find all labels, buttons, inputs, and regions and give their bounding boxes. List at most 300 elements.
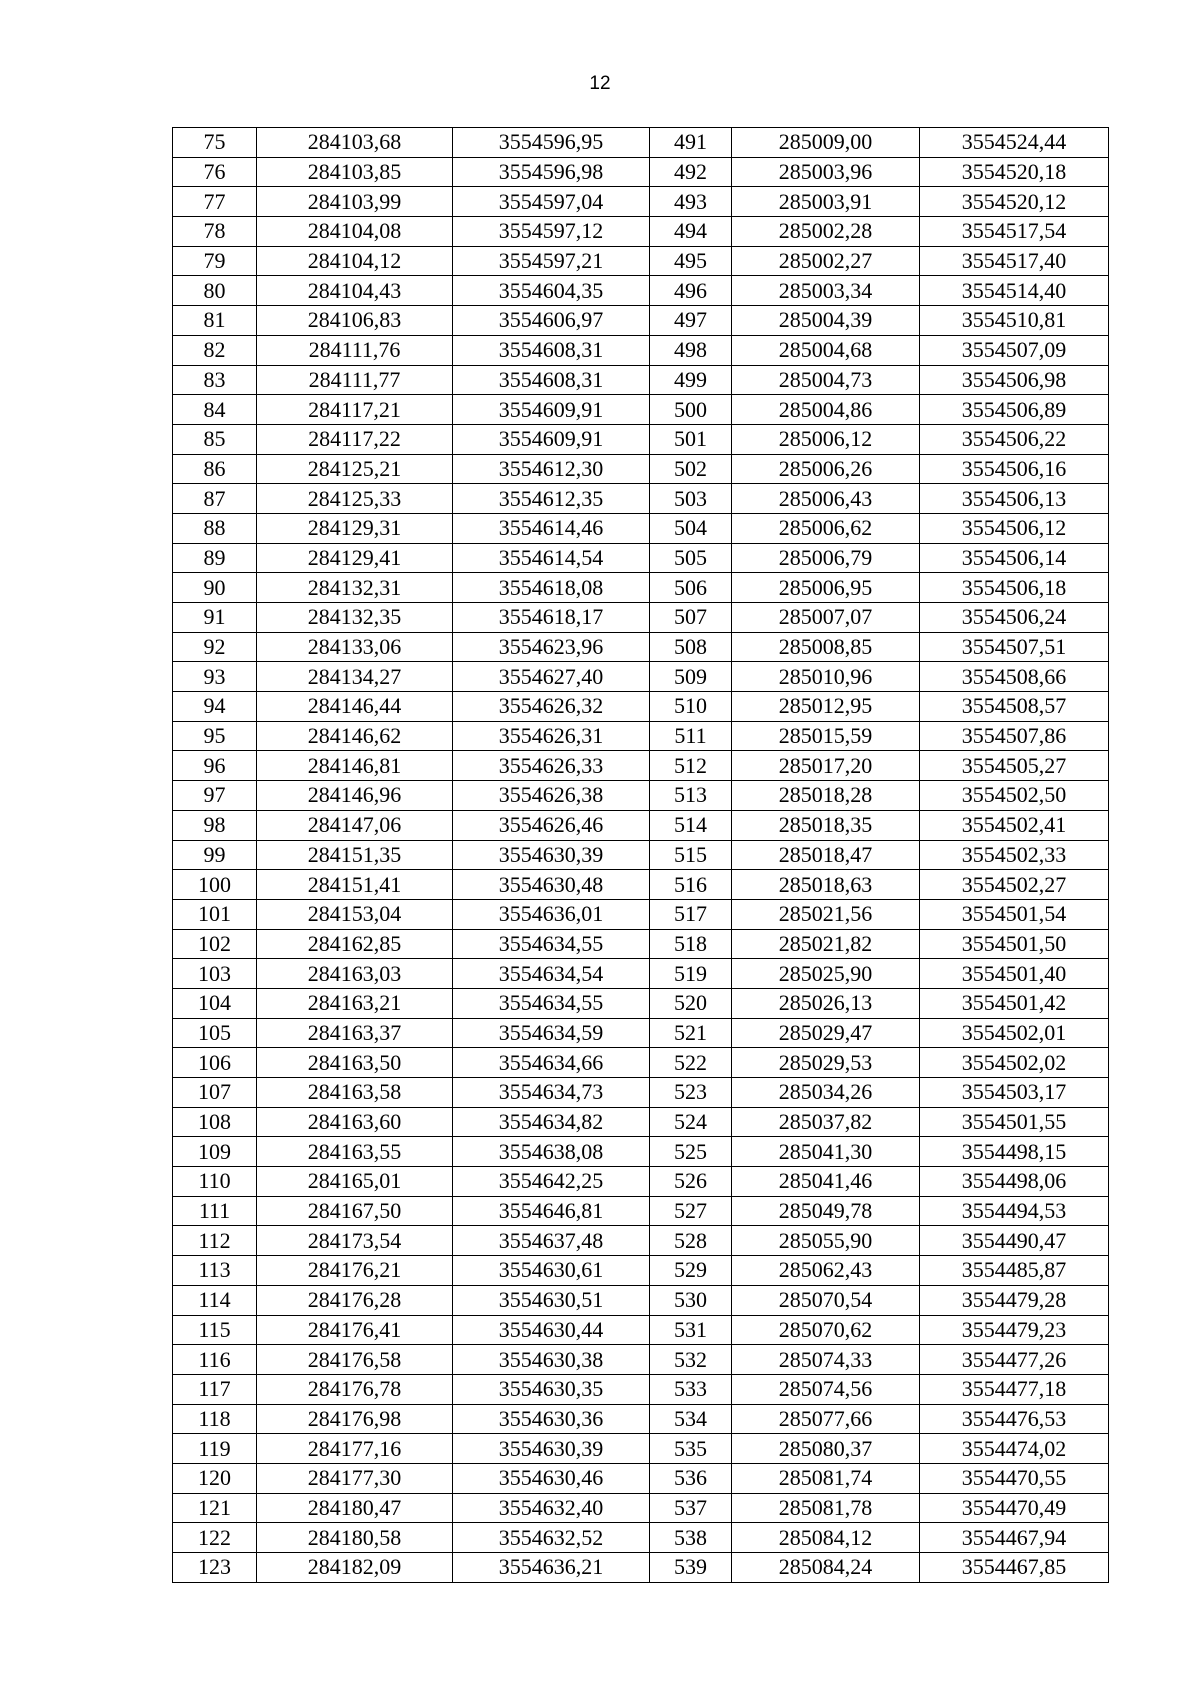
x-coordinate-cell: 285018,47 (732, 840, 920, 870)
y-coordinate-cell: 3554501,50 (920, 929, 1109, 959)
table-row (173, 840, 1109, 870)
table-row (173, 1137, 1109, 1167)
table-row (173, 959, 1109, 989)
y-coordinate-cell: 3554609,91 (453, 424, 650, 454)
table-row (173, 395, 1109, 425)
point-number-cell: 524 (650, 1107, 732, 1137)
table-row (173, 1434, 1109, 1464)
point-number-cell: 538 (650, 1523, 732, 1553)
y-coordinate-cell: 3554630,38 (453, 1345, 650, 1375)
y-coordinate-cell: 3554618,08 (453, 573, 650, 603)
table-row (173, 365, 1109, 395)
x-coordinate-cell: 285084,12 (732, 1523, 920, 1553)
y-coordinate-cell: 3554476,53 (920, 1404, 1109, 1434)
x-coordinate-cell: 285004,86 (732, 395, 920, 425)
point-number-cell: 493 (650, 187, 732, 217)
point-number-cell: 515 (650, 840, 732, 870)
point-number-cell: 521 (650, 1018, 732, 1048)
table-row (173, 217, 1109, 247)
y-coordinate-cell: 3554524,44 (920, 128, 1109, 158)
point-number-cell: 536 (650, 1463, 732, 1493)
point-number-cell: 525 (650, 1137, 732, 1167)
y-coordinate-cell: 3554632,52 (453, 1523, 650, 1553)
x-coordinate-cell: 285004,68 (732, 335, 920, 365)
point-number-cell: 112 (173, 1226, 257, 1256)
point-number-cell: 528 (650, 1226, 732, 1256)
point-number-cell: 110 (173, 1167, 257, 1197)
y-coordinate-cell: 3554636,01 (453, 899, 650, 929)
x-coordinate-cell: 285062,43 (732, 1256, 920, 1286)
y-coordinate-cell: 3554634,66 (453, 1048, 650, 1078)
y-coordinate-cell: 3554597,21 (453, 246, 650, 276)
point-number-cell: 89 (173, 543, 257, 573)
x-coordinate-cell: 284147,06 (257, 810, 453, 840)
table-row (173, 870, 1109, 900)
y-coordinate-cell: 3554597,12 (453, 217, 650, 247)
table-row (173, 751, 1109, 781)
point-number-cell: 107 (173, 1078, 257, 1108)
y-coordinate-cell: 3554503,17 (920, 1078, 1109, 1108)
point-number-cell: 117 (173, 1374, 257, 1404)
x-coordinate-cell: 284133,06 (257, 632, 453, 662)
y-coordinate-cell: 3554612,30 (453, 454, 650, 484)
point-number-cell: 88 (173, 513, 257, 543)
y-coordinate-cell: 3554479,23 (920, 1315, 1109, 1345)
y-coordinate-cell: 3554474,02 (920, 1434, 1109, 1464)
x-coordinate-cell: 284104,08 (257, 217, 453, 247)
y-coordinate-cell: 3554467,94 (920, 1523, 1109, 1553)
point-number-cell: 104 (173, 988, 257, 1018)
x-coordinate-cell: 284111,77 (257, 365, 453, 395)
y-coordinate-cell: 3554502,01 (920, 1018, 1109, 1048)
y-coordinate-cell: 3554646,81 (453, 1196, 650, 1226)
x-coordinate-cell: 285015,59 (732, 721, 920, 751)
x-coordinate-cell: 285041,46 (732, 1167, 920, 1197)
y-coordinate-cell: 3554520,18 (920, 157, 1109, 187)
x-coordinate-cell: 285003,34 (732, 276, 920, 306)
point-number-cell: 91 (173, 603, 257, 633)
x-coordinate-cell: 285004,39 (732, 306, 920, 336)
x-coordinate-cell: 284173,54 (257, 1226, 453, 1256)
x-coordinate-cell: 284180,58 (257, 1523, 453, 1553)
point-number-cell: 532 (650, 1345, 732, 1375)
y-coordinate-cell: 3554502,33 (920, 840, 1109, 870)
y-coordinate-cell: 3554634,73 (453, 1078, 650, 1108)
y-coordinate-cell: 3554506,89 (920, 395, 1109, 425)
y-coordinate-cell: 3554470,49 (920, 1493, 1109, 1523)
x-coordinate-cell: 284151,35 (257, 840, 453, 870)
point-number-cell: 518 (650, 929, 732, 959)
point-number-cell: 102 (173, 929, 257, 959)
point-number-cell: 530 (650, 1285, 732, 1315)
table-row (173, 692, 1109, 722)
table-row (173, 929, 1109, 959)
y-coordinate-cell: 3554604,35 (453, 276, 650, 306)
x-coordinate-cell: 284151,41 (257, 870, 453, 900)
table-row (173, 1345, 1109, 1375)
point-number-cell: 500 (650, 395, 732, 425)
x-coordinate-cell: 285006,79 (732, 543, 920, 573)
y-coordinate-cell: 3554618,17 (453, 603, 650, 633)
x-coordinate-cell: 285003,96 (732, 157, 920, 187)
x-coordinate-cell: 284176,58 (257, 1345, 453, 1375)
x-coordinate-cell: 285006,43 (732, 484, 920, 514)
point-number-cell: 100 (173, 870, 257, 900)
point-number-cell: 510 (650, 692, 732, 722)
table-row (173, 632, 1109, 662)
x-coordinate-cell: 285002,28 (732, 217, 920, 247)
table-row (173, 1256, 1109, 1286)
point-number-cell: 109 (173, 1137, 257, 1167)
y-coordinate-cell: 3554494,53 (920, 1196, 1109, 1226)
x-coordinate-cell: 284176,98 (257, 1404, 453, 1434)
table-row (173, 1196, 1109, 1226)
y-coordinate-cell: 3554485,87 (920, 1256, 1109, 1286)
point-number-cell: 90 (173, 573, 257, 603)
point-number-cell: 519 (650, 959, 732, 989)
point-number-cell: 87 (173, 484, 257, 514)
y-coordinate-cell: 3554506,24 (920, 603, 1109, 633)
x-coordinate-cell: 285074,56 (732, 1374, 920, 1404)
y-coordinate-cell: 3554477,26 (920, 1345, 1109, 1375)
y-coordinate-cell: 3554597,04 (453, 187, 650, 217)
y-coordinate-cell: 3554627,40 (453, 662, 650, 692)
point-number-cell: 514 (650, 810, 732, 840)
x-coordinate-cell: 285002,27 (732, 246, 920, 276)
y-coordinate-cell: 3554634,55 (453, 988, 650, 1018)
x-coordinate-cell: 284117,21 (257, 395, 453, 425)
table-row (173, 1493, 1109, 1523)
table-row (173, 1463, 1109, 1493)
y-coordinate-cell: 3554634,82 (453, 1107, 650, 1137)
y-coordinate-cell: 3554606,97 (453, 306, 650, 336)
table-row (173, 603, 1109, 633)
x-coordinate-cell: 284177,30 (257, 1463, 453, 1493)
y-coordinate-cell: 3554612,35 (453, 484, 650, 514)
y-coordinate-cell: 3554470,55 (920, 1463, 1109, 1493)
x-coordinate-cell: 284163,58 (257, 1078, 453, 1108)
table-row (173, 573, 1109, 603)
y-coordinate-cell: 3554505,27 (920, 751, 1109, 781)
y-coordinate-cell: 3554507,51 (920, 632, 1109, 662)
x-coordinate-cell: 285009,00 (732, 128, 920, 158)
y-coordinate-cell: 3554630,48 (453, 870, 650, 900)
y-coordinate-cell: 3554642,25 (453, 1167, 650, 1197)
point-number-cell: 513 (650, 781, 732, 811)
y-coordinate-cell: 3554501,40 (920, 959, 1109, 989)
x-coordinate-cell: 284162,85 (257, 929, 453, 959)
table-row (173, 1078, 1109, 1108)
point-number-cell: 85 (173, 424, 257, 454)
point-number-cell: 496 (650, 276, 732, 306)
point-number-cell: 86 (173, 454, 257, 484)
point-number-cell: 537 (650, 1493, 732, 1523)
x-coordinate-cell: 285077,66 (732, 1404, 920, 1434)
point-number-cell: 93 (173, 662, 257, 692)
table-row (173, 1107, 1109, 1137)
y-coordinate-cell: 3554502,41 (920, 810, 1109, 840)
x-coordinate-cell: 284180,47 (257, 1493, 453, 1523)
table-row (173, 276, 1109, 306)
y-coordinate-cell: 3554517,40 (920, 246, 1109, 276)
table-row (173, 1226, 1109, 1256)
x-coordinate-cell: 284103,68 (257, 128, 453, 158)
y-coordinate-cell: 3554609,91 (453, 395, 650, 425)
point-number-cell: 79 (173, 246, 257, 276)
point-number-cell: 506 (650, 573, 732, 603)
table-row (173, 1018, 1109, 1048)
y-coordinate-cell: 3554506,22 (920, 424, 1109, 454)
x-coordinate-cell: 284163,50 (257, 1048, 453, 1078)
x-coordinate-cell: 284129,41 (257, 543, 453, 573)
x-coordinate-cell: 285010,96 (732, 662, 920, 692)
x-coordinate-cell: 285021,82 (732, 929, 920, 959)
point-number-cell: 116 (173, 1345, 257, 1375)
point-number-cell: 123 (173, 1553, 257, 1583)
y-coordinate-cell: 3554630,35 (453, 1374, 650, 1404)
table-row (173, 513, 1109, 543)
point-number-cell: 120 (173, 1463, 257, 1493)
y-coordinate-cell: 3554626,31 (453, 721, 650, 751)
point-number-cell: 94 (173, 692, 257, 722)
x-coordinate-cell: 285021,56 (732, 899, 920, 929)
x-coordinate-cell: 284163,03 (257, 959, 453, 989)
point-number-cell: 512 (650, 751, 732, 781)
point-number-cell: 101 (173, 899, 257, 929)
table-row (173, 899, 1109, 929)
y-coordinate-cell: 3554502,27 (920, 870, 1109, 900)
point-number-cell: 504 (650, 513, 732, 543)
point-number-cell: 498 (650, 335, 732, 365)
x-coordinate-cell: 284129,31 (257, 513, 453, 543)
y-coordinate-cell: 3554502,02 (920, 1048, 1109, 1078)
point-number-cell: 511 (650, 721, 732, 751)
x-coordinate-cell: 285034,26 (732, 1078, 920, 1108)
x-coordinate-cell: 285007,07 (732, 603, 920, 633)
y-coordinate-cell: 3554507,09 (920, 335, 1109, 365)
point-number-cell: 527 (650, 1196, 732, 1226)
point-number-cell: 75 (173, 128, 257, 158)
y-coordinate-cell: 3554614,46 (453, 513, 650, 543)
x-coordinate-cell: 284146,62 (257, 721, 453, 751)
x-coordinate-cell: 285003,91 (732, 187, 920, 217)
table-row (173, 781, 1109, 811)
y-coordinate-cell: 3554506,13 (920, 484, 1109, 514)
y-coordinate-cell: 3554506,18 (920, 573, 1109, 603)
x-coordinate-cell: 285080,37 (732, 1434, 920, 1464)
table-row (173, 810, 1109, 840)
y-coordinate-cell: 3554501,42 (920, 988, 1109, 1018)
table-row (173, 1404, 1109, 1434)
y-coordinate-cell: 3554507,86 (920, 721, 1109, 751)
table-row (173, 543, 1109, 573)
x-coordinate-cell: 284165,01 (257, 1167, 453, 1197)
point-number-cell: 502 (650, 454, 732, 484)
x-coordinate-cell: 284177,16 (257, 1434, 453, 1464)
x-coordinate-cell: 284132,31 (257, 573, 453, 603)
point-number-cell: 531 (650, 1315, 732, 1345)
point-number-cell: 106 (173, 1048, 257, 1078)
x-coordinate-cell: 284103,99 (257, 187, 453, 217)
point-number-cell: 82 (173, 335, 257, 365)
y-coordinate-cell: 3554477,18 (920, 1374, 1109, 1404)
x-coordinate-cell: 285081,74 (732, 1463, 920, 1493)
y-coordinate-cell: 3554506,12 (920, 513, 1109, 543)
y-coordinate-cell: 3554634,59 (453, 1018, 650, 1048)
x-coordinate-cell: 284163,60 (257, 1107, 453, 1137)
point-number-cell: 523 (650, 1078, 732, 1108)
table-row (173, 721, 1109, 751)
point-number-cell: 83 (173, 365, 257, 395)
point-number-cell: 103 (173, 959, 257, 989)
page-number: 12 (589, 73, 611, 94)
point-number-cell: 119 (173, 1434, 257, 1464)
y-coordinate-cell: 3554626,46 (453, 810, 650, 840)
x-coordinate-cell: 284103,85 (257, 157, 453, 187)
table-row (173, 335, 1109, 365)
x-coordinate-cell: 285029,47 (732, 1018, 920, 1048)
x-coordinate-cell: 284163,21 (257, 988, 453, 1018)
point-number-cell: 494 (650, 217, 732, 247)
x-coordinate-cell: 285006,62 (732, 513, 920, 543)
x-coordinate-cell: 285055,90 (732, 1226, 920, 1256)
y-coordinate-cell: 3554626,33 (453, 751, 650, 781)
point-number-cell: 96 (173, 751, 257, 781)
x-coordinate-cell: 285004,73 (732, 365, 920, 395)
x-coordinate-cell: 285070,62 (732, 1315, 920, 1345)
y-coordinate-cell: 3554514,40 (920, 276, 1109, 306)
y-coordinate-cell: 3554498,06 (920, 1167, 1109, 1197)
point-number-cell: 97 (173, 781, 257, 811)
point-number-cell: 534 (650, 1404, 732, 1434)
y-coordinate-cell: 3554596,98 (453, 157, 650, 187)
table-row (173, 988, 1109, 1018)
y-coordinate-cell: 3554520,12 (920, 187, 1109, 217)
y-coordinate-cell: 3554467,85 (920, 1553, 1109, 1583)
coordinates-table-body (173, 128, 1109, 1583)
y-coordinate-cell: 3554630,44 (453, 1315, 650, 1345)
point-number-cell: 501 (650, 424, 732, 454)
table-row (173, 1523, 1109, 1553)
x-coordinate-cell: 285049,78 (732, 1196, 920, 1226)
y-coordinate-cell: 3554501,55 (920, 1107, 1109, 1137)
x-coordinate-cell: 285041,30 (732, 1137, 920, 1167)
y-coordinate-cell: 3554506,14 (920, 543, 1109, 573)
point-number-cell: 122 (173, 1523, 257, 1553)
x-coordinate-cell: 285029,53 (732, 1048, 920, 1078)
y-coordinate-cell: 3554506,16 (920, 454, 1109, 484)
point-number-cell: 113 (173, 1256, 257, 1286)
point-number-cell: 92 (173, 632, 257, 662)
x-coordinate-cell: 284176,41 (257, 1315, 453, 1345)
point-number-cell: 535 (650, 1434, 732, 1464)
y-coordinate-cell: 3554510,81 (920, 306, 1109, 336)
table-row (173, 1315, 1109, 1345)
x-coordinate-cell: 284125,33 (257, 484, 453, 514)
y-coordinate-cell: 3554630,39 (453, 1434, 650, 1464)
x-coordinate-cell: 285037,82 (732, 1107, 920, 1137)
table-row (173, 484, 1109, 514)
y-coordinate-cell: 3554508,57 (920, 692, 1109, 722)
x-coordinate-cell: 284104,43 (257, 276, 453, 306)
point-number-cell: 520 (650, 988, 732, 1018)
point-number-cell: 121 (173, 1493, 257, 1523)
table-row (173, 157, 1109, 187)
y-coordinate-cell: 3554498,15 (920, 1137, 1109, 1167)
x-coordinate-cell: 284111,76 (257, 335, 453, 365)
x-coordinate-cell: 284163,37 (257, 1018, 453, 1048)
x-coordinate-cell: 285070,54 (732, 1285, 920, 1315)
x-coordinate-cell: 284176,21 (257, 1256, 453, 1286)
point-number-cell: 99 (173, 840, 257, 870)
point-number-cell: 495 (650, 246, 732, 276)
point-number-cell: 78 (173, 217, 257, 247)
point-number-cell: 499 (650, 365, 732, 395)
y-coordinate-cell: 3554623,96 (453, 632, 650, 662)
x-coordinate-cell: 284176,28 (257, 1285, 453, 1315)
table-row (173, 1048, 1109, 1078)
point-number-cell: 105 (173, 1018, 257, 1048)
table-row (173, 424, 1109, 454)
x-coordinate-cell: 285006,26 (732, 454, 920, 484)
y-coordinate-cell: 3554630,51 (453, 1285, 650, 1315)
y-coordinate-cell: 3554614,54 (453, 543, 650, 573)
x-coordinate-cell: 284167,50 (257, 1196, 453, 1226)
table-row (173, 128, 1109, 158)
x-coordinate-cell: 285018,28 (732, 781, 920, 811)
x-coordinate-cell: 285008,85 (732, 632, 920, 662)
x-coordinate-cell: 284146,44 (257, 692, 453, 722)
y-coordinate-cell: 3554626,32 (453, 692, 650, 722)
x-coordinate-cell: 284176,78 (257, 1374, 453, 1404)
point-number-cell: 508 (650, 632, 732, 662)
y-coordinate-cell: 3554479,28 (920, 1285, 1109, 1315)
table-row (173, 1553, 1109, 1583)
point-number-cell: 80 (173, 276, 257, 306)
x-coordinate-cell: 284182,09 (257, 1553, 453, 1583)
x-coordinate-cell: 285006,12 (732, 424, 920, 454)
table-row (173, 1167, 1109, 1197)
x-coordinate-cell: 285018,35 (732, 810, 920, 840)
y-coordinate-cell: 3554508,66 (920, 662, 1109, 692)
table-row (173, 662, 1109, 692)
point-number-cell: 81 (173, 306, 257, 336)
x-coordinate-cell: 284146,81 (257, 751, 453, 781)
x-coordinate-cell: 284117,22 (257, 424, 453, 454)
point-number-cell: 526 (650, 1167, 732, 1197)
x-coordinate-cell: 284146,96 (257, 781, 453, 811)
point-number-cell: 507 (650, 603, 732, 633)
y-coordinate-cell: 3554517,54 (920, 217, 1109, 247)
y-coordinate-cell: 3554490,47 (920, 1226, 1109, 1256)
table-row (173, 187, 1109, 217)
point-number-cell: 522 (650, 1048, 732, 1078)
table-row (173, 1374, 1109, 1404)
y-coordinate-cell: 3554632,40 (453, 1493, 650, 1523)
x-coordinate-cell: 285012,95 (732, 692, 920, 722)
table-row (173, 1285, 1109, 1315)
x-coordinate-cell: 284134,27 (257, 662, 453, 692)
point-number-cell: 84 (173, 395, 257, 425)
point-number-cell: 491 (650, 128, 732, 158)
point-number-cell: 505 (650, 543, 732, 573)
point-number-cell: 111 (173, 1196, 257, 1226)
x-coordinate-cell: 285081,78 (732, 1493, 920, 1523)
y-coordinate-cell: 3554596,95 (453, 128, 650, 158)
point-number-cell: 533 (650, 1374, 732, 1404)
y-coordinate-cell: 3554636,21 (453, 1553, 650, 1583)
point-number-cell: 539 (650, 1553, 732, 1583)
